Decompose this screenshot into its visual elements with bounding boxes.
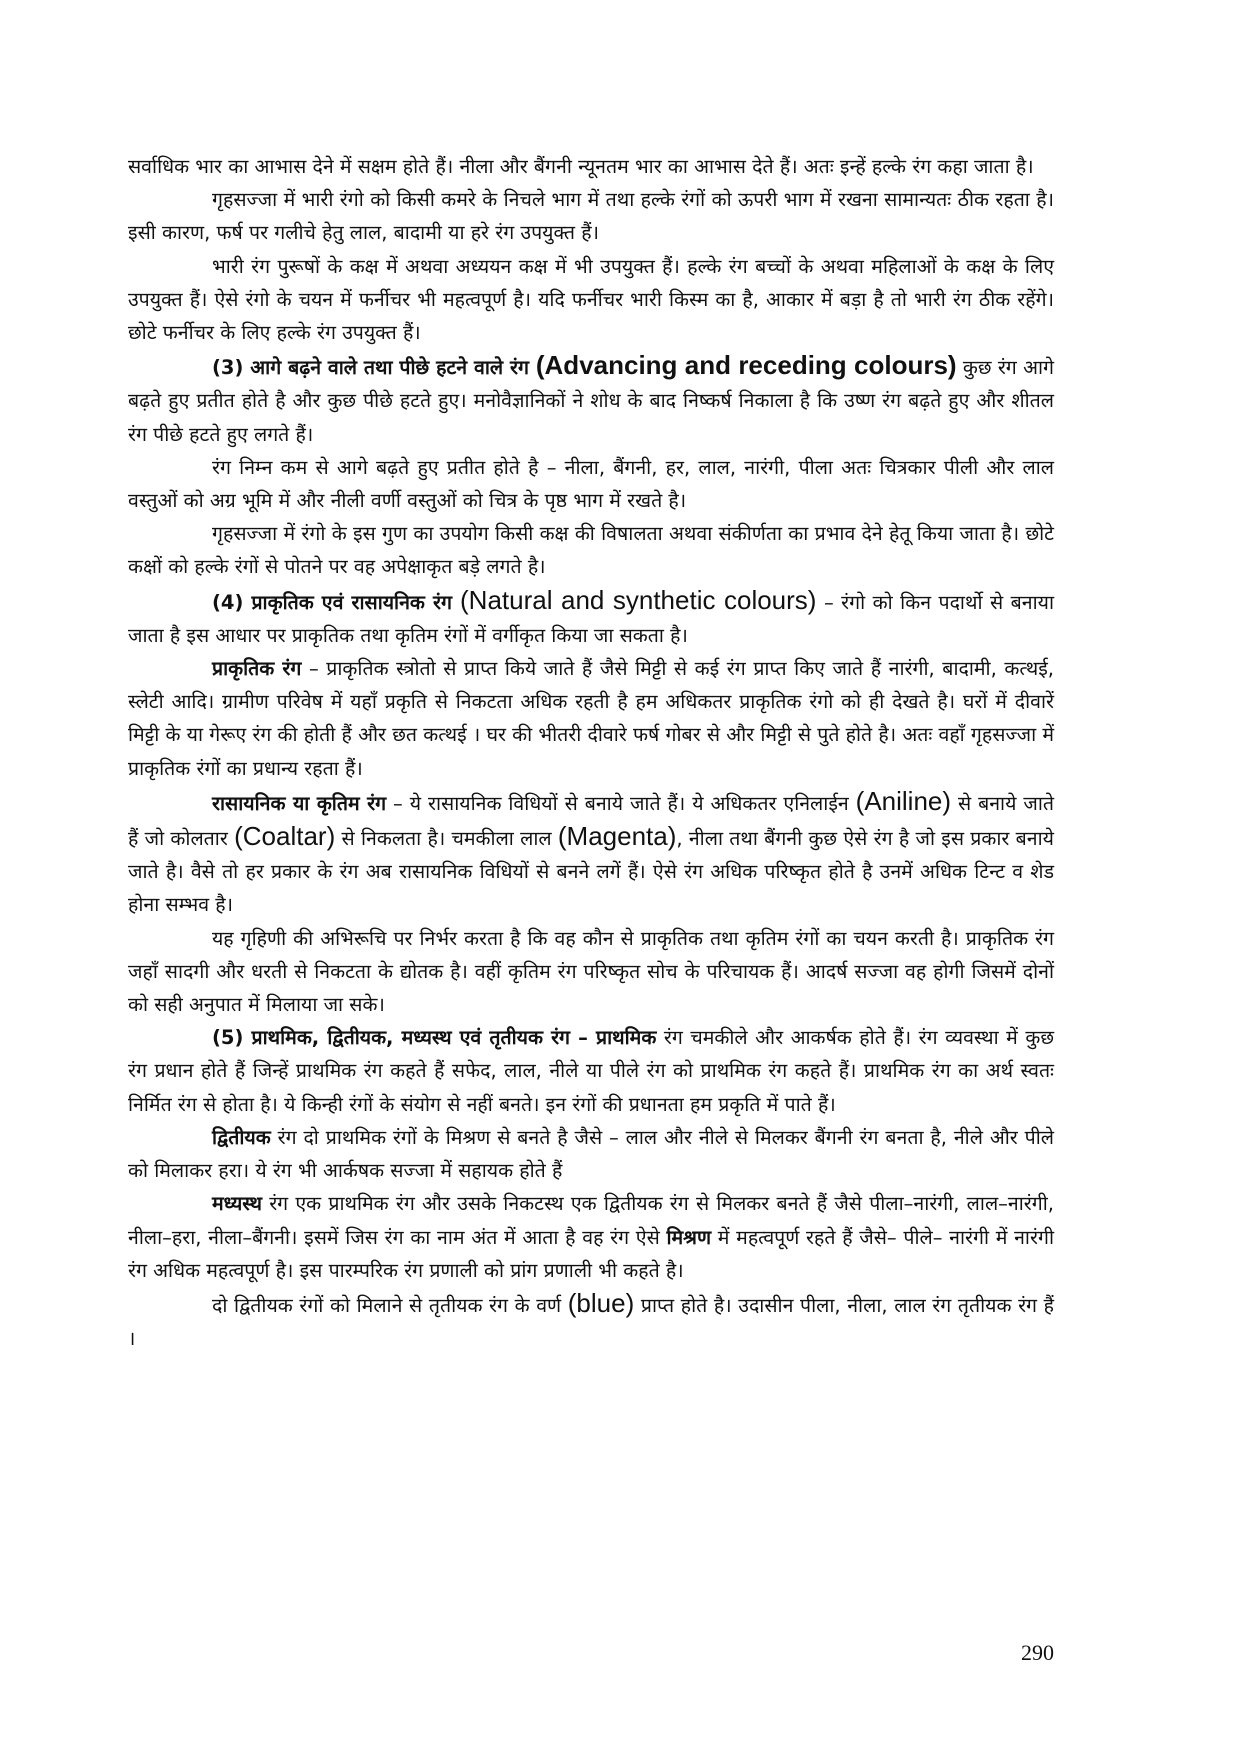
- bold-text-run: (3) आगे बढ़ने वाले तथा पीछे हटने वाले रंग: [212, 356, 536, 380]
- paragraph: [128, 250, 1054, 350]
- bold-text-run: रासायनिक या कृतिम रंग: [212, 791, 387, 815]
- text-run: (Magenta): [557, 821, 677, 852]
- bold-text-run: (4) प्राकृतिक एवं रासायनिक रंग: [212, 590, 461, 614]
- bold-text-run: मध्यस्थ: [212, 1192, 262, 1216]
- text-run: , नीला तथा बैंगनी कुछ ऐसे रंग है जो इस प्रकार बनाये जाते है। वैसे तो हर प्रकार के रंग अब रासायनिक विधियों से बनने लगें हैं। ऐसे रंग अधिक परिष्कृत होते है उनमें अधिक टिन्ट व शेड होना सम्भव है।: [128, 827, 1054, 917]
- paragraph: [128, 785, 1054, 922]
- text-run: कुछ रंग आगे बढ़ते हुए प्रतीत होते है और कुछ पीछे हटते हुए। मनोवैज्ञानिकों ने शोध के बाद निष्कर्ष निकाला है कि उष्ण रंग बढ़ते हुए और शीतल रंग पीछे हटते हुए लगते हैं।: [128, 356, 1054, 446]
- text-run: – रंगो को किन पदार्थो से बनाया जाता है इस आधार पर प्राकृतिक तथा कृतिम रंगों में वर्गीकृत किया जा सकता है।: [128, 590, 1054, 647]
- text-run: रंग चमकीले और आकर्षक होते हैं। रंग व्यवस्था में कुछ रंग प्रधान होते हैं जिन्हें प्राथमिक रंग कहते हैं सफेद, लाल, नीले या पीले रंग को प्राथमिक रंग कहते हैं। प्राथमिक रंग का अर्थ स्वतः निर्मित रंग से होता है। ये किन्ही रंगों के संयोग से नहीं बनते। इन रंगों की प्रधानता हम प्रकृति में पाते हैं।: [128, 1026, 1054, 1116]
- paragraph: [128, 584, 1054, 652]
- bold-text-run: प्राकृतिक रंग: [212, 657, 302, 681]
- paragraph: [128, 451, 1054, 517]
- paragraph: [128, 150, 1054, 183]
- paragraph: [128, 517, 1054, 583]
- text-run: प्राप्त होते है। उदासीन पीला, नीला, लाल रंग तृतीयक रंग हैं ।: [128, 1293, 1054, 1351]
- text-run: से निकलता है। चमकीला लाल: [335, 827, 558, 851]
- paragraph: [128, 1121, 1054, 1187]
- bold-text-run: मिश्रण: [666, 1225, 712, 1249]
- text-run: गृहसज्जा में भारी रंगो को किसी कमरे के निचले भाग में तथा हल्के रंगों को ऊपरी भाग में रखना सामान्यतः ठीक रहता है। इसी कारण, फर्ष पर गलीचे हेतु लाल, बादामी या हरे रंग उपयुक्त हैं।: [128, 188, 1054, 245]
- text-run: गृहसज्जा में रंगो के इस गुण का उपयोग किसी कक्ष की विषालता अथवा संकीर्णता का प्रभाव देने हेतू किया जाता है। छोटे कक्षों को हल्के रंगों से पोतने पर वह अपेक्षाकृत बड़े लगते है।: [128, 522, 1054, 579]
- text-run: यह गृहिणी की अभिरूचि पर निर्भर करता है कि वह कौन से प्राकृतिक तथा कृतिम रंगों का चयन करती है। प्राकृतिक रंग जहाँ सादगी और धरती से निकटता के द्योतक है। वहीं कृतिम रंग परिष्कृत सोच के परिचायक हैं। आदर्ष सज्जा वह होगी जिसमें दोनों को सही अनुपात में मिलाया जा सके।: [128, 926, 1054, 1017]
- paragraph: [128, 922, 1054, 1022]
- text-run: में महत्वपूर्ण रहते हैं जैसे– पीले– नारंगी में नारंगी रंग अधिक महत्वपूर्ण है। इस पारम्परिक रंग प्रणाली को प्रांग प्रणाली भी कहते है।: [128, 1225, 1054, 1282]
- text-run: (Aniline): [855, 785, 952, 816]
- paragraph: [128, 349, 1054, 451]
- text-run: – प्राकृतिक स्त्रोतो से प्राप्त किये जाते हैं जैसे मिट्टी से कई रंग प्राप्त किए जाते हैं नारंगी, बादामी, कत्थई, स्लेटी आदि। ग्रामीण परिवेष में यहाँ प्रकृति से निकटता अधिक रहती है हम अधिकतर प्राकृतिक रंगो को ही देखते है। घरों में दीवारें मिट्टी के या गेरूए रंग की होती हैं और छत कत्थई । घर की भीतरी दीवारे फर्ष गोबर से और मिट्टी से पुते होते है। अतः वहाँ गृहसज्जा में प्राकृतिक रंगों का प्रधान्य रहता हैं।: [128, 657, 1054, 780]
- text-run: दो द्वितीयक रंगों को मिलाने से तृतीयक रंग के वर्ण: [212, 1293, 568, 1317]
- page-body-text: [128, 150, 1054, 1355]
- paragraph: [128, 183, 1054, 249]
- text-run: (Natural and synthetic colours): [460, 584, 817, 615]
- text-run: से बनाये जाते हैं जो कोलतार: [128, 791, 1054, 851]
- paragraph: [128, 1187, 1054, 1287]
- bold-text-run: (Advancing and receding colours): [535, 350, 957, 381]
- text-run: रंग एक प्राथमिक रंग और उसके निकटस्थ एक द्वितीयक रंग से मिलकर बनते हैं जैसे पीला–नारंगी, लाल–नारंगी, नीला–हरा, नीला–बैंगनी। इसमें जिस रंग का नाम अंत में आता है वह रंग ऐसे: [128, 1192, 1054, 1249]
- text-run: रंग दो प्राथमिक रंगों के मिश्रण से बनते है जैसे – लाल और नीले से मिलकर बैंगनी रंग बनता है, नीले और पीले को मिलाकर हरा। ये रंग भी आर्कषक सज्जा में सहायक होते हैं: [128, 1125, 1054, 1183]
- bold-text-run: द्वितीयक: [212, 1125, 271, 1149]
- text-run: (Coaltar): [234, 821, 336, 852]
- page-number: 290: [1021, 1640, 1054, 1665]
- text-run: – ये रासायनिक विधियों से बनाये जाते हैं। ये अधिकतर एनिलाईन: [386, 791, 856, 815]
- paragraph: [128, 1021, 1054, 1121]
- text-run: सर्वाधिक भार का आभास देने में सक्षम होते हैं। नीला और बैंगनी न्यूनतम भार का आभास देते हैं। अतः इन्हें हल्के रंग कहा जाता है।: [128, 155, 1034, 178]
- paragraph: [128, 652, 1054, 785]
- bold-text-run: (5) प्राथमिक, द्वितीयक, मध्यस्थ एवं तृतीयक रंग – प्राथमिक: [212, 1026, 657, 1050]
- text-run: रंग निम्न कम से आगे बढ़ते हुए प्रतीत होते है – नीला, बैंगनी, हर, लाल, नारंगी, पीला अतः चित्रकार पीली और लाल वस्तुओं को अग्र भूमि में और नीली वर्णी वस्तुओं को चित्र के पृष्ठ भाग में रखते है।: [128, 455, 1054, 513]
- paragraph: [128, 1287, 1054, 1355]
- text-run: (blue): [567, 1287, 635, 1318]
- text-run: भारी रंग पुरूषों के कक्ष में अथवा अध्ययन कक्ष में भी उपयुक्त हैं। हल्के रंग बच्चों के अथवा महिलाओं के कक्ष के लिए उपयुक्त हैं। ऐसे रंगो के चयन में फर्नीचर भी महत्वपूर्ण है। यदि फर्नीचर भारी किस्म का है, आकार में बड़ा है तो भारी रंग ठीक रहेंगे। छोटे फर्नीचर के लिए हल्के रंग उपयुक्त हैं।: [128, 254, 1054, 345]
